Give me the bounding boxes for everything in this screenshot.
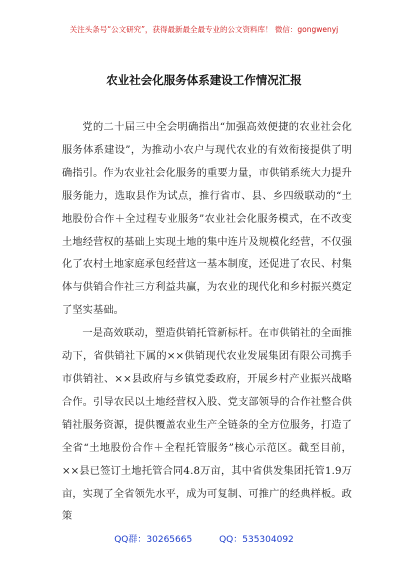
footer-qq: QQ：535304092 xyxy=(219,535,294,545)
footer-qq-group: QQ群：30265665 xyxy=(114,535,193,545)
paragraph: 一是高效联动，塑造供销托管新标杆。在市供销社的全面推动下，省供销社下属的××供销现代农业发展集团有限公司携手市供销社、××县政府与乡镇党委政府，开展乡村产业振兴战略合作。引导农民以土地经营权入股、党支部领导的合作社整合供销社服务资源，提供覆盖农业生产全链条的全方位服务，打造了全省“土地股份合作＋全程托管服务”核心示范区。截至目前，××县已签订土地托管合同4.8万亩，其中省供发集团托管1.9万亩，实现了全省领先水平，成为可复制、可推广的经典样板。政策 xyxy=(62,328,352,523)
paragraph: 党的二十届三中全会明确指出“加强高效便捷的农业社会化服务体系建设”，为推动小农户与现代农业的有效衔接提供了明确指引。作为农业社会化服务的重要力量，市供销系统大力提升服务能力，选取县作为试点，推行省市、县、乡四级联动的“土地股份合作＋全过程专业服务”农业社会化服务模式，在不改变土地经营权的基础上实现土地的集中连片及规模化经营，不仅强化了农村土地家庭承包经营这一基本制度，还促进了农民、村集体与供销合作社三方利益共赢，为农业的现代化和乡村振兴奠定了坚实基础。 xyxy=(62,122,352,317)
top-banner: 关注头条号“公文研究”，获得最新最全最专业的公文资料库！ 微信：gongwenyj xyxy=(69,25,339,34)
footer xyxy=(0,532,408,545)
document-body xyxy=(62,117,352,529)
document-title: 农业社会化服务体系建设工作情况汇报 xyxy=(106,73,302,87)
